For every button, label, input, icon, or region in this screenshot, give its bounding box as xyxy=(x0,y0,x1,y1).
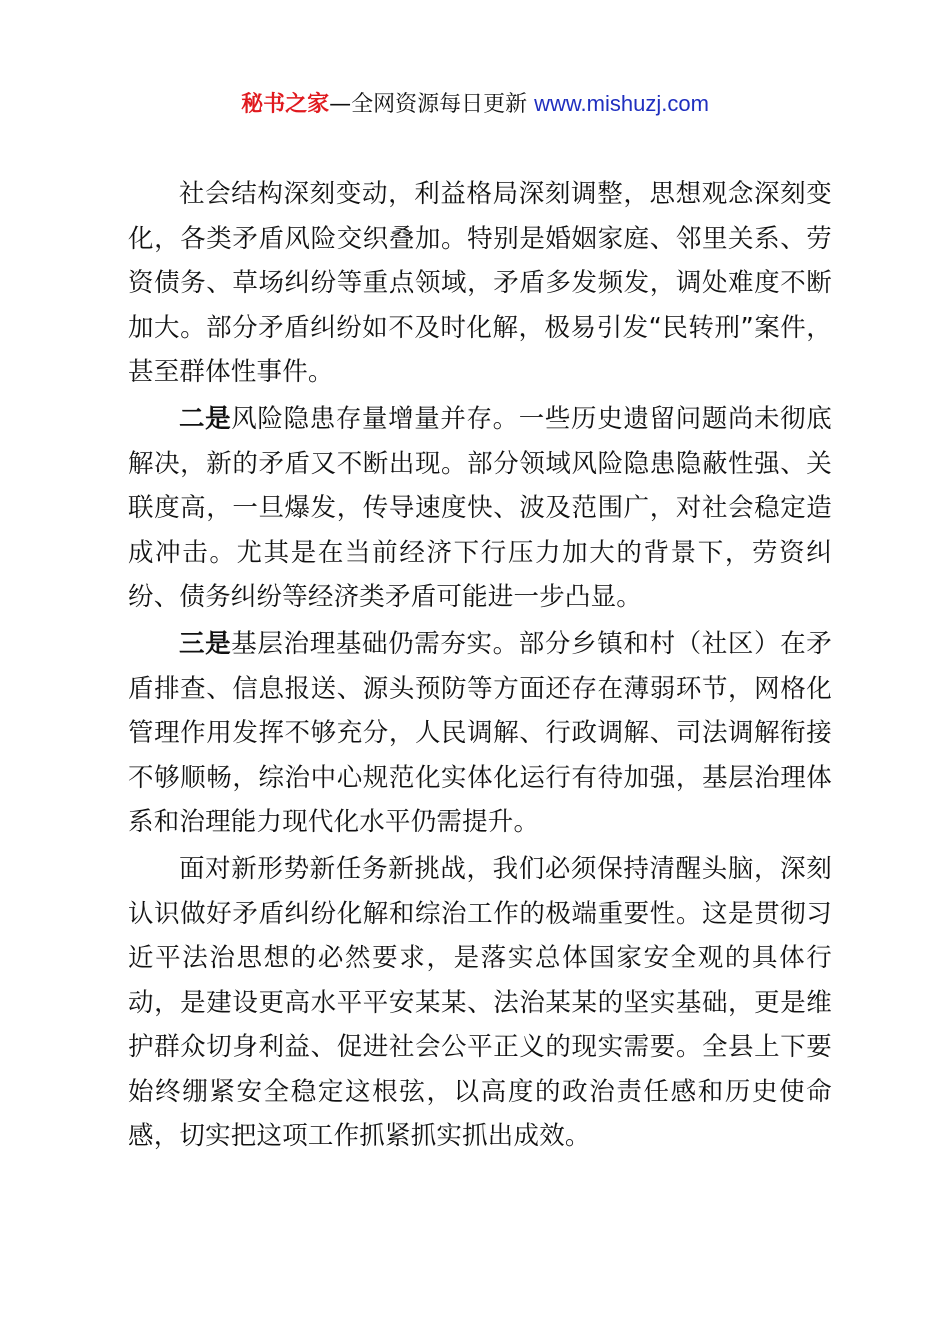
header-tagline: —全网资源每日更新 xyxy=(329,92,535,117)
paragraph-3 xyxy=(128,622,832,845)
paragraph-text: 社会结构深刻变动，利益格局深刻调整，思想观念深刻变化，各类矛盾风险交织叠加。特别是婚姻家庭、邻里关系、劳资债务、草场纠纷等重点领域，矛盾多发频发，调处难度不断加大。部分矛盾纠纷如不及时化解，极易引发“民转刑”案件，甚至群体性事件。 xyxy=(128,179,832,388)
paragraph-lead: 二是 xyxy=(179,403,232,434)
paragraph-2 xyxy=(128,397,832,620)
paragraph-text: 面对新形势新任务新挑战，我们必须保持清醒头脑，深刻认识做好矛盾纠纷化解和综治工作的极端重要性。这是贯彻习近平法治思想的必然要求，是落实总体国家安全观的具体行动，是建设更高水平平安某某、法治某某的坚实基础，更是维护群众切身利益、促进社会公平正义的现实需要。全县上下要始终绷紧安全稳定这根弦，以高度的政治责任感和历史使命感，切实把这项工作抓紧抓实抓出成效。 xyxy=(128,853,832,1152)
brand-name: 秘书之家 xyxy=(241,92,330,117)
paragraph-lead: 三是 xyxy=(179,628,232,659)
paragraph-1 xyxy=(128,172,832,395)
watermark-header xyxy=(0,88,950,121)
paragraph-text: 基层治理基础仍需夯实。部分乡镇和村（社区）在矛盾排查、信息报送、源头预防等方面还存在薄弱环节，网格化管理作用发挥不够充分，人民调解、行政调解、司法调解衔接不够顺畅，综治中心规范化实体化运行有待加强，基层治理体系和治理能力现代化水平仍需提升。 xyxy=(128,628,832,838)
paragraph-4 xyxy=(128,847,832,1159)
header-url: www.mishuzj.com xyxy=(534,91,709,116)
document-body xyxy=(128,172,832,1161)
paragraph-text: 风险隐患存量增量并存。一些历史遗留问题尚未彻底解决，新的矛盾又不断出现。部分领域风险隐患隐蔽性强、关联度高，一旦爆发，传导速度快、波及范围广，对社会稳定造成冲击。尤其是在当前经济下行压力加大的背景下，劳资纠纷、债务纠纷等经济类矛盾可能进一步凸显。 xyxy=(128,403,832,613)
